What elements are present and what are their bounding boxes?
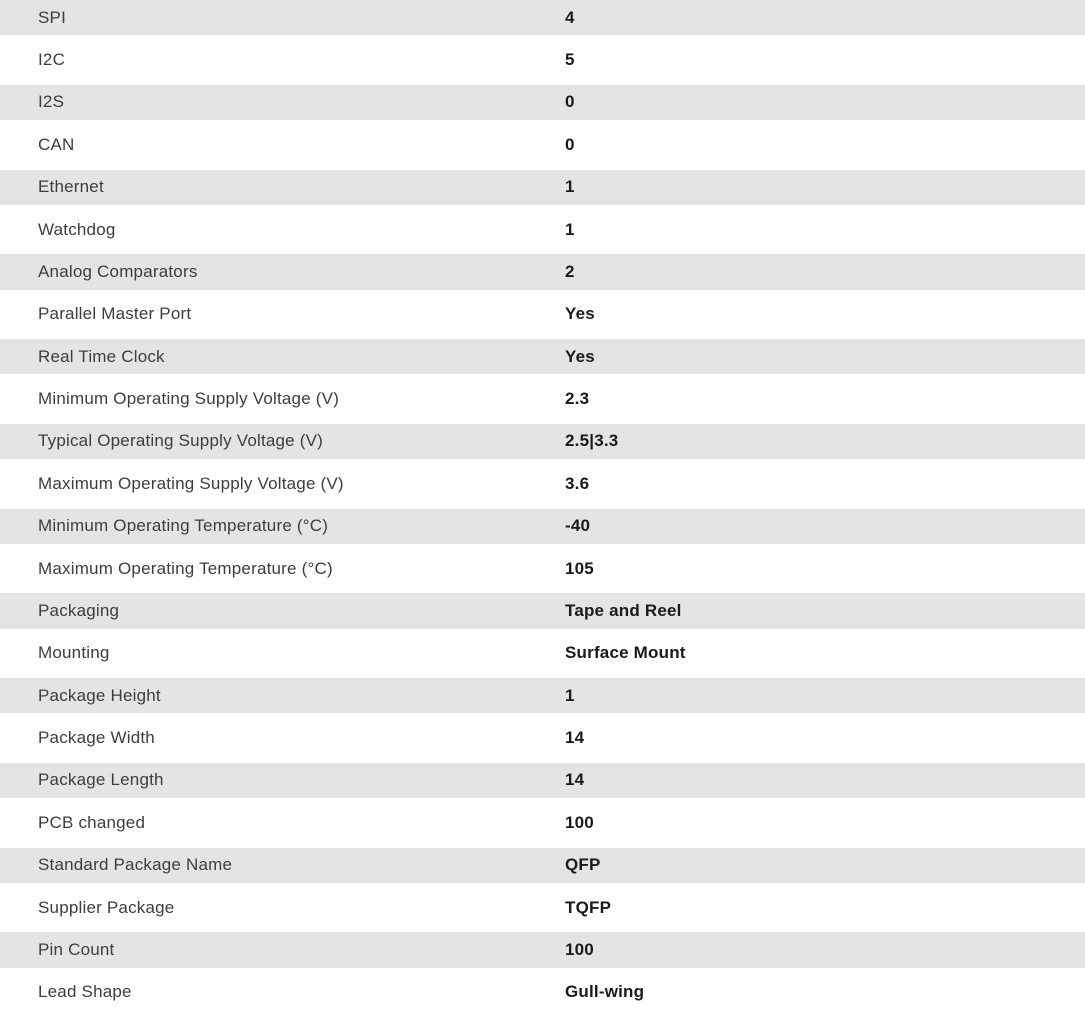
spec-value: 5: [565, 50, 575, 70]
spec-label: Minimum Operating Supply Voltage (V): [38, 389, 340, 409]
spec-value: 2: [565, 261, 575, 281]
spec-label: CAN: [38, 134, 75, 154]
spec-label: Typical Operating Supply Voltage (V): [38, 431, 324, 451]
table-row: [0, 678, 1085, 720]
spec-value: 3.6: [565, 473, 590, 493]
table-row: [0, 127, 1085, 169]
spec-label: Ethernet: [38, 177, 104, 197]
table-row: [0, 170, 1085, 212]
spec-value: Tape and Reel: [565, 600, 682, 620]
table-row: [0, 720, 1085, 762]
table-row: [0, 636, 1085, 678]
spec-value: 1: [565, 219, 575, 239]
table-row: [0, 254, 1085, 296]
spec-value: 1: [565, 685, 575, 705]
table-row: [0, 85, 1085, 127]
spec-label: Standard Package Name: [38, 855, 233, 875]
table-row: [0, 466, 1085, 508]
spec-label: Parallel Master Port: [38, 304, 192, 324]
spec-label: I2S: [38, 92, 65, 112]
spec-value: 1: [565, 177, 575, 197]
table-row: [0, 975, 1085, 1017]
spec-label: Lead Shape: [38, 982, 132, 1002]
table-row: [0, 42, 1085, 84]
spec-label: I2C: [38, 50, 66, 70]
table-row: [0, 0, 1085, 42]
table-row: [0, 551, 1085, 593]
spec-value: Surface Mount: [565, 643, 686, 663]
spec-value: 0: [565, 92, 575, 112]
spec-label: Analog Comparators: [38, 261, 198, 281]
spec-value: 100: [565, 939, 594, 959]
spec-value: Yes: [565, 304, 595, 324]
spec-value: 100: [565, 812, 594, 832]
table-row: [0, 890, 1085, 932]
table-row: [0, 339, 1085, 381]
spec-label: Pin Count: [38, 939, 115, 959]
spec-value: 2.3: [565, 389, 590, 409]
spec-value: 105: [565, 558, 594, 578]
table-row: [0, 848, 1085, 890]
table-row: [0, 509, 1085, 551]
spec-label: SPI: [38, 7, 67, 27]
spec-value: 4: [565, 7, 575, 27]
spec-value: Yes: [565, 346, 595, 366]
table-row: [0, 593, 1085, 635]
spec-value: 2.5|3.3: [565, 431, 619, 451]
table-row: [0, 805, 1085, 847]
spec-label: Mounting: [38, 643, 110, 663]
spec-value: QFP: [565, 855, 601, 875]
table-row: [0, 212, 1085, 254]
spec-label: Maximum Operating Temperature (°C): [38, 558, 333, 578]
table-row: [0, 763, 1085, 805]
spec-value: 14: [565, 728, 585, 748]
spec-value: TQFP: [565, 897, 612, 917]
spec-label: Minimum Operating Temperature (°C): [38, 516, 329, 536]
spec-label: Packaging: [38, 600, 120, 620]
table-row: [0, 424, 1085, 466]
spec-label: Supplier Package: [38, 897, 175, 917]
spec-label: Watchdog: [38, 219, 116, 239]
spec-label: Real Time Clock: [38, 346, 165, 366]
spec-value: -40: [565, 516, 591, 536]
spec-label: PCB changed: [38, 812, 146, 832]
spec-label: Package Width: [38, 728, 155, 748]
spec-label: Package Height: [38, 685, 161, 705]
spec-value: Gull-wing: [565, 982, 645, 1002]
spec-value: 0: [565, 134, 575, 154]
table-row: [0, 932, 1085, 974]
spec-label: Package Length: [38, 770, 164, 790]
table-row: [0, 297, 1085, 339]
table-row: [0, 381, 1085, 423]
spec-value: 14: [565, 770, 585, 790]
spec-label: Maximum Operating Supply Voltage (V): [38, 473, 344, 493]
